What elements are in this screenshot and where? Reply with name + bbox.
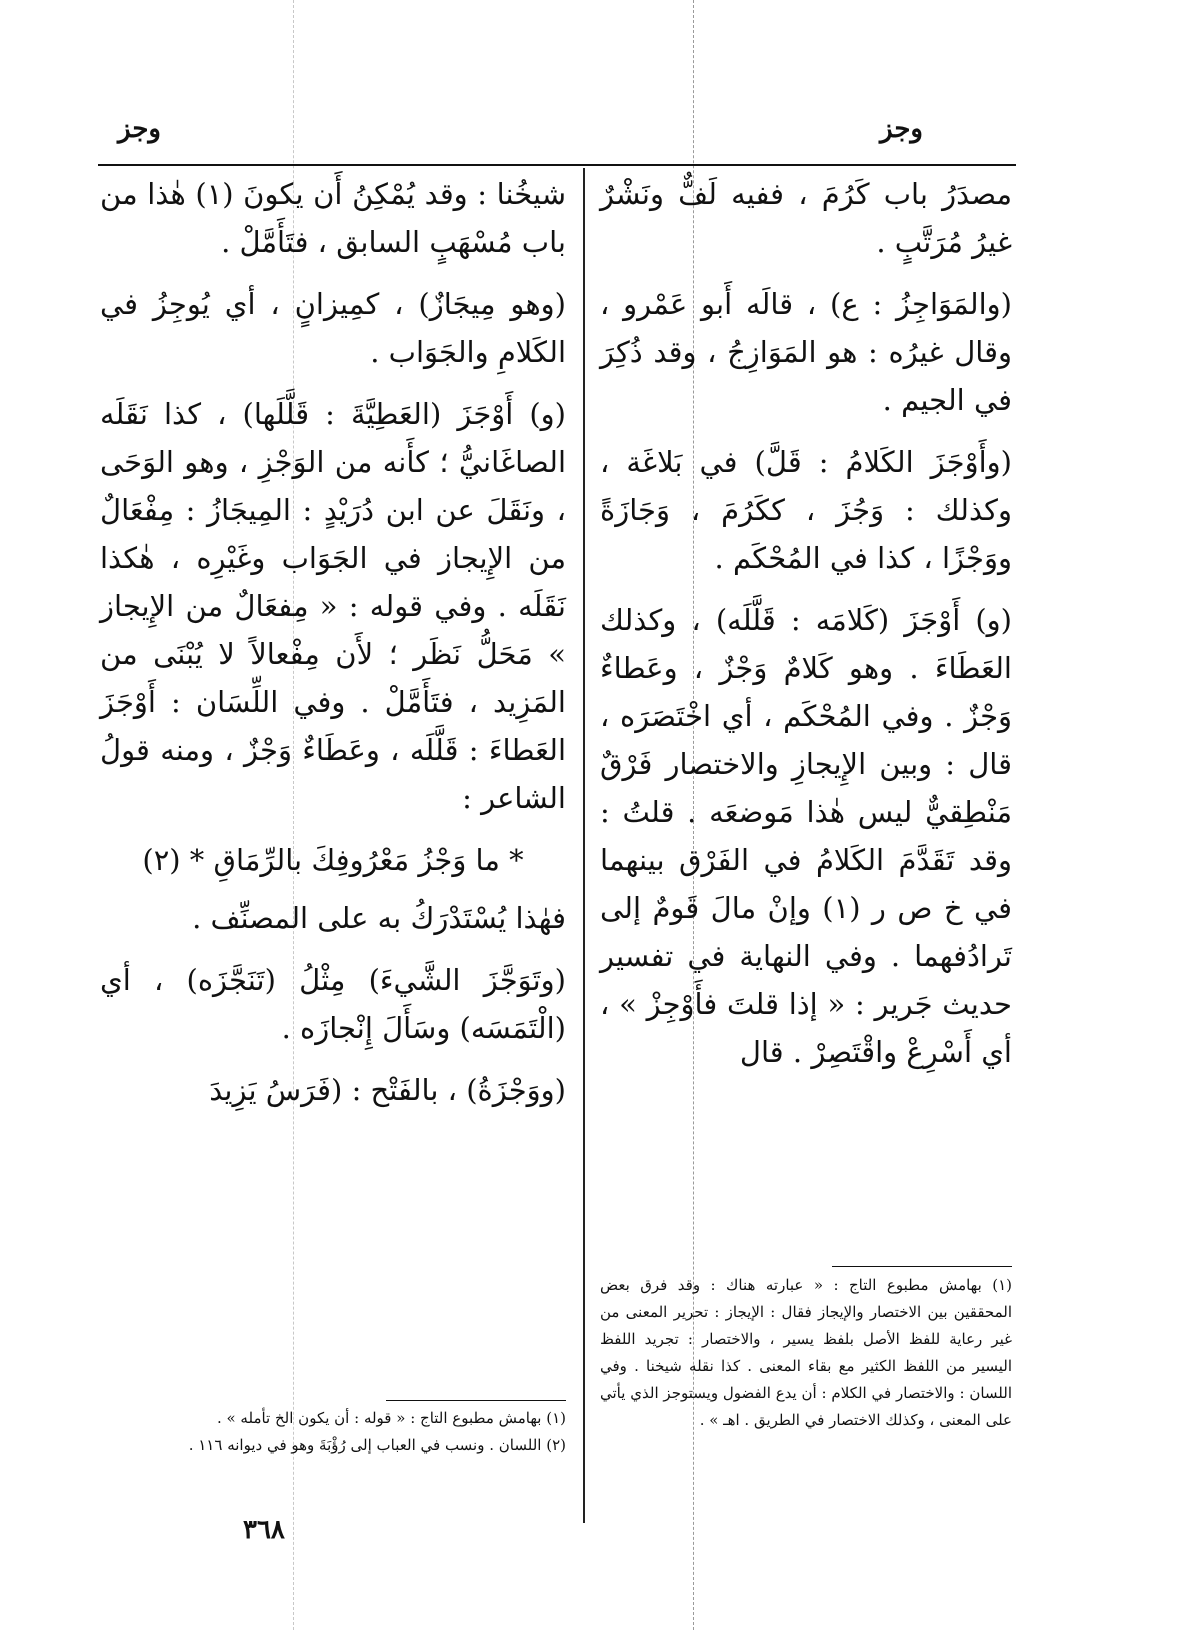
right-footnotes (600, 1272, 1012, 1434)
verse-line: * ما وَجْزُ مَعْرُوفِكَ بالرِّمَاقِ * (٢) (142, 843, 524, 877)
header-right-word: وجز (880, 114, 923, 144)
header-left-word: وجز (118, 114, 161, 144)
right-column (600, 170, 1012, 1090)
right-paragraph: (والمَوَاجِزُ : ع) ، قالَه أَبو عَمْرو ، وقال غيرُه : هو المَوَازِجُ ، وقد ذُكِرَ في الجيم . (600, 287, 1012, 417)
header-rule (98, 164, 1016, 166)
left-paragraph: فهٰذا يُسْتَدْرَكُ به على المصنِّف . (192, 901, 566, 935)
left-paragraph: (وتَوَجَّزَ الشَّيءَ) مِثْلُ (تَنَجَّزَه) ، أي (الْتَمَسَه) وسَأَلَ إِنْجازَه . (100, 963, 566, 1045)
left-footnotes (100, 1405, 566, 1459)
left-column (100, 170, 566, 1128)
left-paragraph: شيخُنا : وقد يُمْكِنُ أَن يكونَ (١) هٰذا من باب مُسْهَبٍ السابق ، فتَأَمَّلْ . (100, 177, 566, 259)
left-footnote-rule (386, 1400, 566, 1401)
right-paragraph: مصدَرُ باب كَرُمَ ، ففيه لَفٌّ ونَشْرٌ غيرُ مُرَتَّبٍ . (600, 177, 1012, 259)
left-paragraph: (ووَجْزَةُ) ، بالفَتْح : (فَرَسُ يَزِيدَ (209, 1073, 566, 1107)
left-paragraph: (و) أَوْجَزَ (العَطِيَّةَ : قَلَّلَها) ، كذا نَقَلَه الصاغَانيُّ ؛ كأَنه من الوَجْزِ ، وهو الوَحَى ، ونَقَلَ عن ابن دُرَيْدٍ : المِيجَازُ : مِفْعَالٌ من الإِيجاز في الجَوَاب وغَيْرِه ، هٰكذا نَقَلَه . وفي قوله : « مِفعَالٌ من الإِيجاز » مَحَلُّ نَظَر ؛ لأَن مِفْعالاً لا يُبْنَى من المَزِيد ، فتَأَمَّلْ . وفي اللِّسَان : أَوْجَزَ العَطاءَ : قَلَّلَه ، وعَطَاءٌ وَجْزٌ ، ومنه قولُ الشاعر : (100, 397, 566, 815)
column-divider (583, 168, 585, 1523)
footnote: (٢) اللسان . ونسب في العباب إلى رُؤْبَةَ وهو في ديوانه ١١٦ . (188, 1436, 566, 1454)
footnote: (١) بهامش مطبوع التاج : « قوله : أن يكون الخ تأمله » . (216, 1409, 566, 1427)
right-footnote-rule (832, 1266, 1012, 1267)
footnote: (١) بهامش مطبوع التاج : « عبارته هناك : وقد فرق بعض المحققين بين الاختصار والإيجاز فقال : الإيجاز : تحرير المعنى من غير رعاية للفظ الأصل بلفظ يسير ، والاختصار : تجريد اللفظ اليسير من اللفظ الكثير مع بقاء المعنى . كذا نقله شيخنا . وفي اللسان : والاختصار في الكلام : أن يدع الفضول ويستوجز الذي يأتي على المعنى ، وكذلك الاختصار في الطريق . اهـ » . (600, 1276, 1012, 1429)
page-number: ٣٦٨ (243, 1515, 285, 1545)
left-paragraph: (وهو مِيجَازٌ) ، كمِيزانٍ ، أي يُوجِزُ في الكَلامِ والجَوَاب . (100, 287, 566, 369)
right-paragraph: (و) أَوْجَزَ (كَلامَه : قَلَّلَه) ، وكذلك العَطَاءَ . وهو كَلامٌ وَجْزٌ ، وعَطاءٌ وَجْزٌ . وفي المُحْكَم ، أي اخْتَصَرَه ، قال : وبين الإِيجازِ والاختصار فَرْقٌ مَنْطِقيٌّ ليس هٰذا مَوضعَه . قلتُ : وقد تَقَدَّمَ الكَلامُ في الفَرْق بينهما في خ ص ر (١) وإنْ مالَ قَومٌ إلى تَرادُفهما . وفي النهاية في تفسير حديث جَرير : « إذا قلتَ فأَوْجِزْ » ، أي أَسْرِعْ واقْتَصِرْ . قال (600, 603, 1012, 1069)
right-paragraph: (وأَوْجَزَ الكَلامُ : قَلَّ) في بَلاغَة ، وكذلك : وَجُزَ ، ككَرُمَ ، وَجَازَةً ووَجْزًا ، كذا في المُحْكَم . (600, 445, 1012, 575)
